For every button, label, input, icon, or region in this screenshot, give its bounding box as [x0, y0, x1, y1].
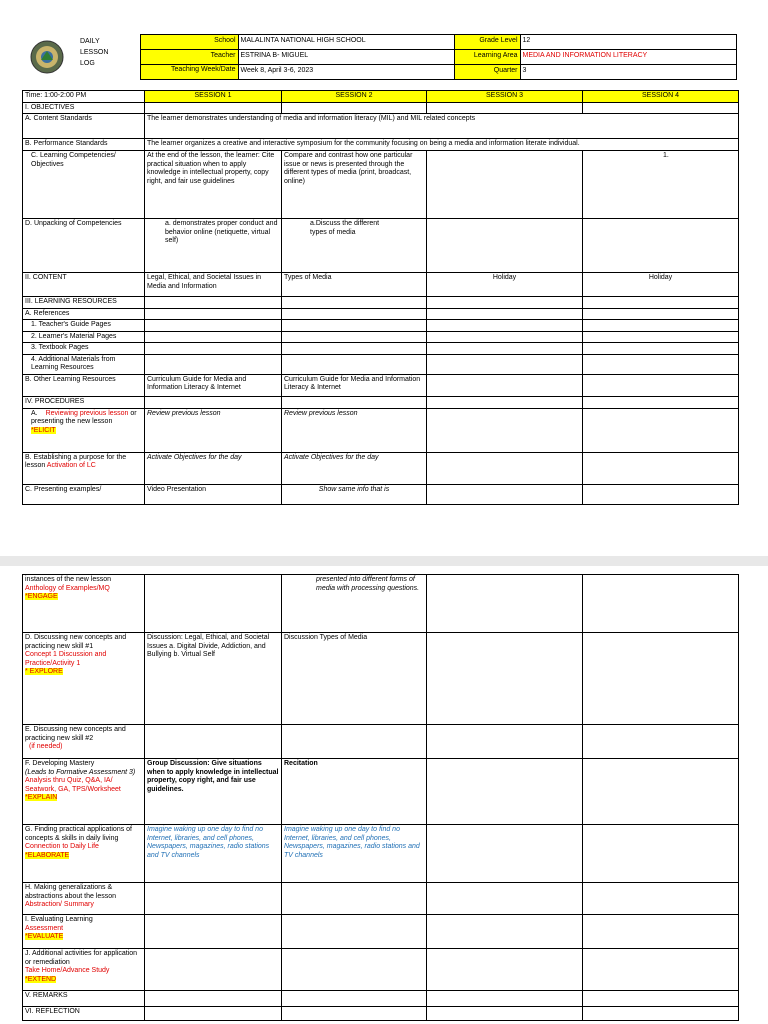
- teachers-guide-label: 1. Teacher's Guide Pages: [23, 320, 145, 332]
- procedure-f-text: F. Developing Mastery: [25, 760, 95, 767]
- procedure-j-red: Take Home/Advance Study: [25, 967, 110, 974]
- procedure-h-text: H. Making generalizations & abstractions about the lesson: [25, 884, 117, 900]
- procedure-b-label: [23, 452, 145, 484]
- title-line-log: LOG: [80, 59, 95, 67]
- explain-tag: *EXPLAIN: [25, 794, 58, 801]
- unpacking-session-1: a. demonstrates proper conduct and behavior online (netiquette, virtual self): [145, 219, 282, 273]
- time-cell: Time: 1:00-2:00 PM: [23, 91, 145, 103]
- procedure-j-text: J. Additional activities for application or remediation: [25, 950, 138, 966]
- procedure-h-red: Abstraction/ Summary: [25, 901, 94, 908]
- explore-tag: * EXPLORE: [25, 668, 63, 675]
- content-session-4: Holiday: [583, 273, 739, 297]
- title-line-daily: DAILY: [80, 37, 100, 45]
- teacher-value: ESTRINA B- MIGUEL: [238, 50, 454, 65]
- procedure-g-red: Connection to Daily Life: [25, 843, 99, 850]
- session-4-header: SESSION 4: [583, 91, 739, 103]
- session-3-header: SESSION 3: [427, 91, 583, 103]
- session-2-header: SESSION 2: [282, 91, 427, 103]
- dll-title: [78, 35, 140, 80]
- other-resources-label: B. Other Learning Resources: [23, 374, 145, 396]
- lesson-table-2: [22, 574, 739, 1021]
- textbook-pages-label: 3. Textbook Pages: [23, 343, 145, 355]
- procedure-c-session-1: Video Presentation: [145, 484, 282, 504]
- remarks-heading: V. REMARKS: [23, 991, 145, 1007]
- competencies-session-1: At the end of the lesson, the learner: Cite practical situation when to apply knowledge in intellectual property, copy right, and fair use guidelines: [145, 151, 282, 219]
- procedure-b-red: Activation of LC: [46, 462, 96, 469]
- additional-materials-label: 4. Additional Materials from Learning Resources: [23, 354, 145, 374]
- procedure-a-prefix: A.: [31, 409, 38, 417]
- procedure-a-session-1: Review previous lesson: [145, 408, 282, 452]
- week-value: Week 8, April 3-6, 2023: [238, 65, 454, 80]
- content-standards-text: The learner demonstrates understanding of media and information literacy (MIL) and MIL related concepts: [145, 114, 739, 139]
- procedure-c-label: C. Presenting examples/: [23, 484, 145, 504]
- procedure-i-red: Assessment: [25, 924, 64, 932]
- procedure-a-label: [23, 408, 145, 452]
- procedure-e-text: E. Discussing new concepts and practicing new skill #2: [25, 726, 126, 742]
- content-session-1: Legal, Ethical, and Societal Issues in Media and Information: [145, 273, 282, 297]
- procedure-c-cont-text: instances of the new lesson: [25, 576, 111, 583]
- elicit-tag: *ELICIT: [31, 426, 56, 434]
- procedure-d-session-1: Discussion: Legal, Ethical, and Societal Issues a. Digital Divide, Addiction, and Bullying b. Virtual Self: [145, 633, 282, 725]
- procedure-c-cont-label: [23, 575, 145, 633]
- performance-standards-label: B. Performance Standards: [23, 139, 145, 151]
- reflection-heading: VI. REFLECTION: [23, 1007, 145, 1021]
- procedure-d-label: [23, 633, 145, 725]
- learners-material-label: 2. Learner's Material Pages: [23, 331, 145, 343]
- procedure-g-session-2: Imagine waking up one day to find no Internet, libraries, and cell phones, Newspapers, magazines, radio stations and TV channels: [282, 825, 427, 883]
- elaborate-tag: *ELABORATE: [25, 851, 70, 859]
- school-label: School: [140, 35, 238, 50]
- week-label: Teaching Week/Date: [140, 65, 238, 80]
- procedure-f-red: Analysis thru Quiz, Q&A, IA/ Seatwork, GA, TPS/Worksheet: [25, 777, 121, 793]
- content-session-2: Types of Media: [282, 273, 427, 297]
- extend-tag: *EXTEND: [25, 975, 57, 983]
- content-heading: II. CONTENT: [23, 273, 145, 297]
- procedure-a-rest: or presenting the new lesson: [31, 409, 137, 425]
- procedure-i-label: [23, 915, 145, 949]
- quarter-label: Quarter: [454, 65, 520, 80]
- procedure-b-session-2: Activate Objectives for the day: [282, 452, 427, 484]
- procedures-heading: IV. PROCEDURES: [23, 396, 145, 408]
- other-resources-session-2: Curriculum Guide for Media and Information Literacy & Internet: [282, 374, 427, 396]
- lesson-table-1: [22, 90, 739, 505]
- procedure-b-text: B. Establishing a purpose for the lesson: [25, 453, 127, 469]
- procedure-d-red: Concept 1 Discussion and Practice/Activity 1: [25, 651, 107, 667]
- procedure-b-session-1: Activate Objectives for the day: [145, 452, 282, 484]
- procedure-f-session-2: Recitation: [282, 759, 427, 825]
- procedure-e-label: [23, 725, 145, 759]
- logo-cell: [22, 35, 78, 80]
- area-value: MEDIA AND INFORMATION LITERACY: [520, 50, 736, 65]
- procedure-d-session-2: Discussion Types of Media: [282, 633, 427, 725]
- procedure-f-italic: (Leads to Formative Assessment 3): [25, 768, 136, 776]
- other-resources-session-1: Curriculum Guide for Media and Information Literacy & Internet: [145, 374, 282, 396]
- procedure-f-session-1-text: Group Discussion: Give situations when to apply knowledge in intellectual property, copy right, and fair use guidelines.: [147, 760, 279, 793]
- competencies-session-2: Compare and contrast how one particular issue or news is presented through the different types of media (print, broadcast, online): [282, 151, 427, 219]
- header-table: [22, 34, 737, 80]
- procedure-d-text: D. Discussing new concepts and practicing new skill #1: [25, 634, 127, 650]
- session-header-row: [23, 91, 739, 103]
- grade-value: 12: [520, 35, 736, 50]
- quarter-value: 3: [520, 65, 736, 80]
- procedure-e-red: (if needed): [29, 743, 63, 750]
- procedure-a-red: Reviewing previous lesson: [45, 409, 129, 417]
- procedure-h-label: [23, 883, 145, 915]
- teacher-label: Teacher: [140, 50, 238, 65]
- procedure-f-session-1: [145, 759, 282, 825]
- evaluate-tag: *EVALUATE: [25, 933, 64, 940]
- procedure-a-session-2: Review previous lesson: [282, 408, 427, 452]
- procedure-f-label: [23, 759, 145, 825]
- procedure-g-text: G. Finding practical applications of concepts & skills in daily living: [25, 826, 132, 842]
- unpacking-label: D. Unpacking of Competencies: [23, 219, 145, 273]
- school-value: MALALINTA NATIONAL HIGH SCHOOL: [238, 35, 454, 50]
- grade-label: Grade Level: [454, 35, 520, 50]
- area-label: Learning Area: [454, 50, 520, 65]
- procedure-c-cont-session-2: presented into different forms of media with processing questions.: [282, 575, 427, 633]
- content-session-3: Holiday: [427, 273, 583, 297]
- procedure-c-session-2: Show same info that is: [282, 484, 427, 504]
- procedure-i-text: I. Evaluating Learning: [25, 916, 93, 923]
- procedure-g-label: [23, 825, 145, 883]
- competencies-label: C. Learning Competencies/ Objectives: [23, 151, 145, 219]
- performance-standards-text: The learner organizes a creative and interactive symposium for the community focusing on being a media and information literate individual.: [145, 139, 739, 151]
- content-standards-label: A. Content Standards: [23, 114, 145, 139]
- session-1-header: SESSION 1: [145, 91, 282, 103]
- unpacking-session-2: a.Discuss the different types of media: [282, 219, 427, 273]
- objectives-heading: I. OBJECTIVES: [23, 102, 145, 114]
- procedure-c-red: Anthology of Examples/MQ: [25, 584, 110, 592]
- engage-tag: *ENGAGE: [25, 593, 58, 600]
- procedure-j-label: [23, 949, 145, 991]
- page-2: [0, 566, 768, 1024]
- learning-resources-heading: III. LEARNING RESOURCES: [23, 297, 145, 309]
- page-gap: [0, 556, 768, 566]
- procedure-g-session-1: Imagine waking up one day to find no Internet, libraries, and cell phones, Newspapers, magazines, radio stations and TV channels: [145, 825, 282, 883]
- title-line-lesson: LESSON: [80, 48, 109, 56]
- competencies-session-4: 1.: [583, 151, 739, 219]
- references-label: A. References: [23, 308, 145, 320]
